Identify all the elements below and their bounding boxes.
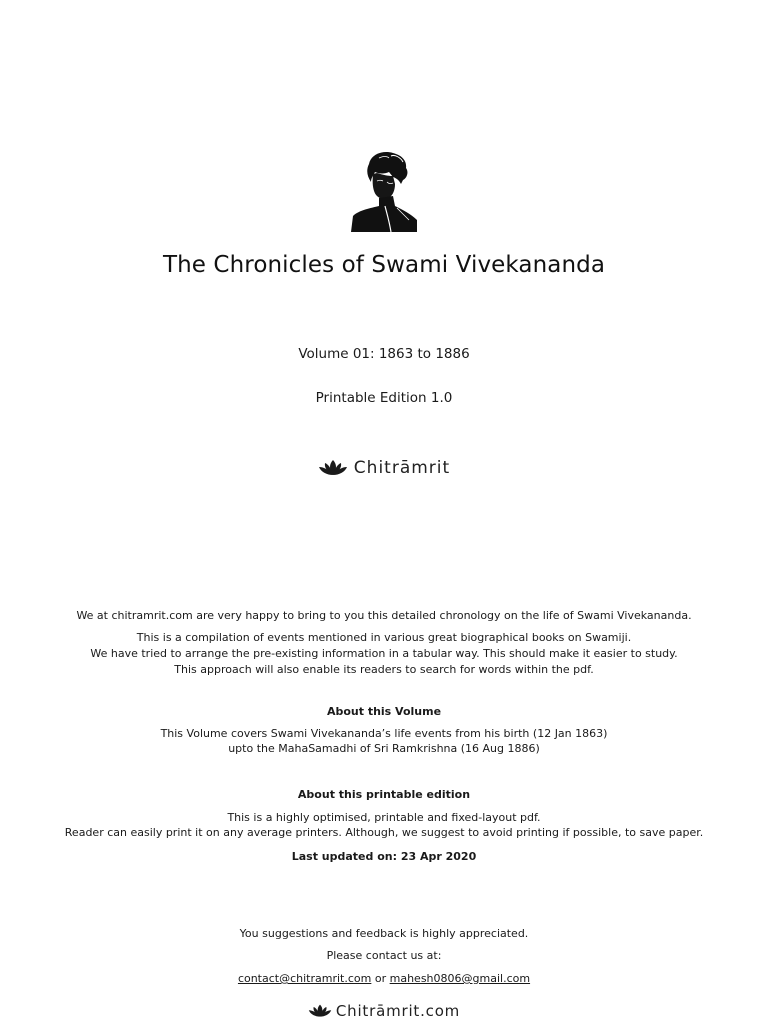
lotus-icon <box>308 1003 332 1019</box>
lotus-icon <box>318 458 348 478</box>
intro-line-2: This is a compilation of events mentioned in various great biographical books on Swamiji. <box>136 631 632 644</box>
or-separator: or <box>374 972 387 985</box>
footer-brand-logo <box>0 1002 768 1020</box>
about-volume-heading: About this Volume <box>326 705 442 718</box>
intro-line-3: We have tried to arrange the pre-existing information in a tabular way. This should make it easier to study. <box>90 647 678 660</box>
document-title: The Chronicles of Swami Vivekananda <box>162 252 606 278</box>
contact-email-link[interactable]: contact@chitramrit.com <box>237 972 372 985</box>
feedback-text: You suggestions and feedback is highly appreciated. <box>239 927 529 940</box>
about-edition-heading: About this printable edition <box>297 788 471 801</box>
intro-line-4: This approach will also enable its readers to search for words within the pdf. <box>174 663 594 676</box>
last-updated: Last updated on: 23 Apr 2020 <box>291 850 477 863</box>
about-volume-line-1: This Volume covers Swami Vivekananda’s life events from his birth (12 Jan 1863) <box>160 727 608 740</box>
volume-label: Volume 01: 1863 to 1886 <box>298 346 470 362</box>
about-edition-line-1: This is a highly optimised, printable and fixed-layout pdf. <box>227 811 541 824</box>
intro-line-1: We at chitramrit.com are very happy to bring to you this detailed chronology on the life of Swami Vivekananda. <box>76 609 692 622</box>
brand-name: Chitrāmrit <box>353 458 451 478</box>
contact-prompt: Please contact us at: <box>326 949 442 962</box>
contact-emails <box>0 971 768 987</box>
personal-email-link[interactable]: mahesh0806@gmail.com <box>389 972 531 985</box>
footer-brand-name: Chitrāmrit.com <box>335 1002 461 1020</box>
about-edition-line-2: Reader can easily print it on any average printers. Although, we suggest to avoid printing if possible, to save paper. <box>64 826 704 839</box>
edition-label: Printable Edition 1.0 <box>315 390 453 406</box>
brand-logo <box>0 458 768 478</box>
portrait-image <box>349 150 419 232</box>
about-volume-line-2: upto the MahaSamadhi of Sri Ramkrishna (16 Aug 1886) <box>228 742 540 755</box>
